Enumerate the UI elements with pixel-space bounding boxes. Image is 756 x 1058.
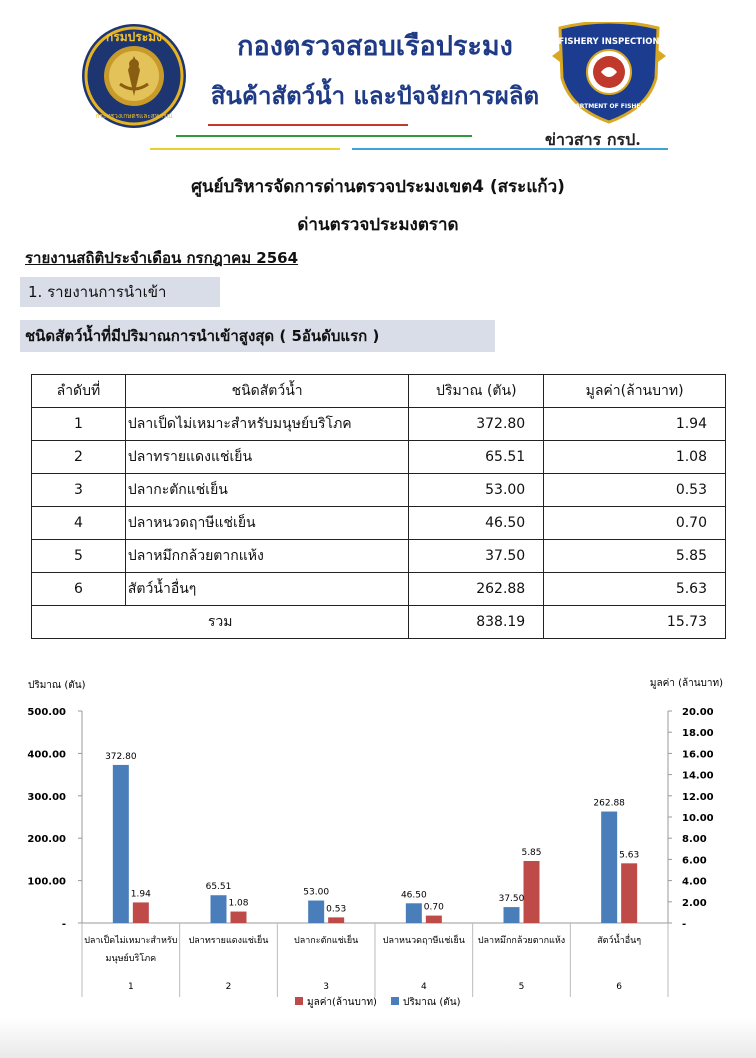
badge-bottom-text: DEPARTMENT OF FISHERIES [562,103,656,110]
bar-value [231,912,247,923]
section-heading: 1. รายงานการนำเข้า [20,277,220,307]
import-stats-table [31,374,726,639]
column-header-value: มูลค่า(ล้านบาท) [544,375,726,408]
table-row [32,441,726,474]
category-number-label: 4 [420,982,427,992]
y-tick-label-right: 6.00 [682,855,707,867]
y-axis-left-title: ปริมาณ (ตัน) [28,680,86,691]
rank-cell: 5 [32,540,126,573]
data-label-quantity: 46.50 [400,890,427,901]
y-axis-right-title: มูลค่า (ล้านบาท) [649,678,723,689]
table-header-row [32,375,726,408]
bar-quantity [211,895,227,923]
center-name: ศูนย์บริหารจัดการด่านตรวจประมงเขต4 (สระแก้ว) [191,177,565,197]
species-cell: ปลาเป็ดไม่เหมาะสำหรับมนุษย์บริโภค [125,408,408,441]
table-total-row [32,606,726,639]
divider-yellow [150,148,340,150]
species-cell: สัตว์น้ำอื่นๆ [125,573,408,606]
category-number-label: 1 [127,982,134,992]
import-chart [0,668,740,1018]
total-label-cell: รวม [32,606,409,639]
rank-cell: 3 [32,474,126,507]
x-tick-label: มนุษย์บริโภค [105,954,157,964]
x-tick-label: ปลาหนวดฤาษีแช่เย็น [382,936,465,946]
data-label-quantity: 262.88 [593,798,625,809]
x-tick-label: ปลาเป็ดไม่เหมาะสำหรับ [84,936,178,946]
y-tick-label-left: 500.00 [27,707,66,718]
column-header-quantity: ปริมาณ (ตัน) [409,375,544,408]
fishery-inspection-badge-logo [550,22,668,124]
quantity-cell: 65.51 [409,441,544,474]
rank-cell: 4 [32,507,126,540]
page-subtitle: สินค้าสัตว์น้ำ และปัจจัยการผลิต [210,81,540,110]
bar-value [426,916,442,923]
data-label-quantity: 53.00 [303,887,330,898]
y-tick-label-right: 20.00 [682,707,714,718]
bar-value [524,861,540,923]
value-cell: 0.53 [544,474,726,507]
y-tick-label-left: 100.00 [27,876,66,888]
table-row [32,573,726,606]
y-tick-label-left: 300.00 [27,791,66,803]
y-tick-label-right: 18.00 [682,728,714,740]
data-label-value: 5.85 [521,847,542,858]
table-row [32,474,726,507]
page-title: กองตรวจสอบเรือประมง [237,31,513,62]
x-tick-label: ปลาทรายแดงแช่เย็น [188,936,269,946]
column-header-species: ชนิดสัตว์น้ำ [125,375,408,408]
value-cell: 1.08 [544,441,726,474]
seal-top-text: กรมประมง [106,30,162,44]
badge-top-text: FISHERY INSPECTION [558,37,660,47]
quantity-cell: 372.80 [409,408,544,441]
bar-value [621,863,637,923]
data-label-quantity: 37.50 [498,894,525,905]
quantity-cell: 46.50 [409,507,544,540]
bar-quantity [406,903,422,923]
subsection-heading: ชนิดสัตว์น้ำที่มีปริมาณการนำเข้าสูงสุด ( 5อันดับแรก ) [20,320,495,352]
y-tick-label-right: 12.00 [682,791,714,803]
rank-cell: 1 [32,408,126,441]
checkpoint-name: ด่านตรวจประมงตราด [297,215,459,235]
table-row [32,540,726,573]
rank-cell: 2 [32,441,126,474]
species-cell: ปลาทรายแดงแช่เย็น [125,441,408,474]
bar-quantity [504,907,520,923]
value-cell: 0.70 [544,507,726,540]
y-tick-label-right: 2.00 [682,897,707,909]
legend-swatch [295,997,303,1005]
y-tick-label-right: 16.00 [682,749,714,761]
divider-red [208,124,408,126]
quantity-cell: 37.50 [409,540,544,573]
value-cell: 5.85 [544,540,726,573]
category-number-label: 2 [225,982,232,992]
y-tick-label-right: 10.00 [682,813,714,824]
rank-cell: 6 [32,573,126,606]
data-label-quantity: 65.51 [205,882,232,893]
category-number-label: 5 [518,982,525,992]
y-tick-label-left: - [61,919,66,930]
seal-bottom-text: กระทรวงเกษตรและสหกรณ์ [95,112,173,120]
total-value-cell: 15.73 [544,606,726,639]
data-label-quantity: 372.80 [105,751,137,762]
quantity-cell: 53.00 [409,474,544,507]
bar-quantity [308,901,324,923]
data-label-value: 0.53 [326,904,347,915]
x-tick-label: ปลากะตักแช่เย็น [294,936,359,946]
table-row [32,408,726,441]
species-cell: ปลาหมึกกล้วยตากแห้ง [125,540,408,573]
y-tick-label-left: 200.00 [27,834,66,846]
data-label-value: 1.08 [228,898,249,909]
y-tick-label-right: 8.00 [682,834,707,846]
divider-green [176,135,472,137]
category-number-label: 6 [616,982,623,992]
data-label-value: 5.63 [619,850,640,861]
report-title: รายงานสถิติประจำเดือน กรกฎาคม 2564 [25,249,299,267]
column-header-rank: ลำดับที่ [32,375,126,408]
legend-label: ปริมาณ (ตัน) [403,997,461,1008]
page-bottom-shadow [0,1018,756,1058]
bar-quantity [601,812,617,923]
table-row [32,507,726,540]
bar-value [133,902,149,923]
category-number-label: 3 [323,982,330,992]
species-cell: ปลากะตักแช่เย็น [125,474,408,507]
quantity-cell: 262.88 [409,573,544,606]
bar-value [328,917,344,923]
data-label-value: 1.94 [130,889,151,900]
x-tick-label: ปลาหมึกกล้วยตากแห้ง [477,936,566,946]
news-label: ข่าวสาร กรป. [545,130,641,149]
data-label-value: 0.70 [423,902,444,913]
y-tick-label-left: 400.00 [27,749,66,761]
y-tick-label-right: 4.00 [682,876,707,888]
y-tick-label-right: 14.00 [682,770,714,782]
total-quantity-cell: 838.19 [409,606,544,639]
bar-quantity [113,765,129,923]
department-seal-logo [80,22,188,130]
legend-swatch [391,997,399,1005]
species-cell: ปลาหนวดฤาษีแช่เย็น [125,507,408,540]
y-tick-label-right: - [682,919,687,930]
legend-label: มูลค่า(ล้านบาท) [307,997,377,1008]
x-tick-label: สัตว์น้ำอื่นๆ [597,936,642,946]
value-cell: 1.94 [544,408,726,441]
value-cell: 5.63 [544,573,726,606]
